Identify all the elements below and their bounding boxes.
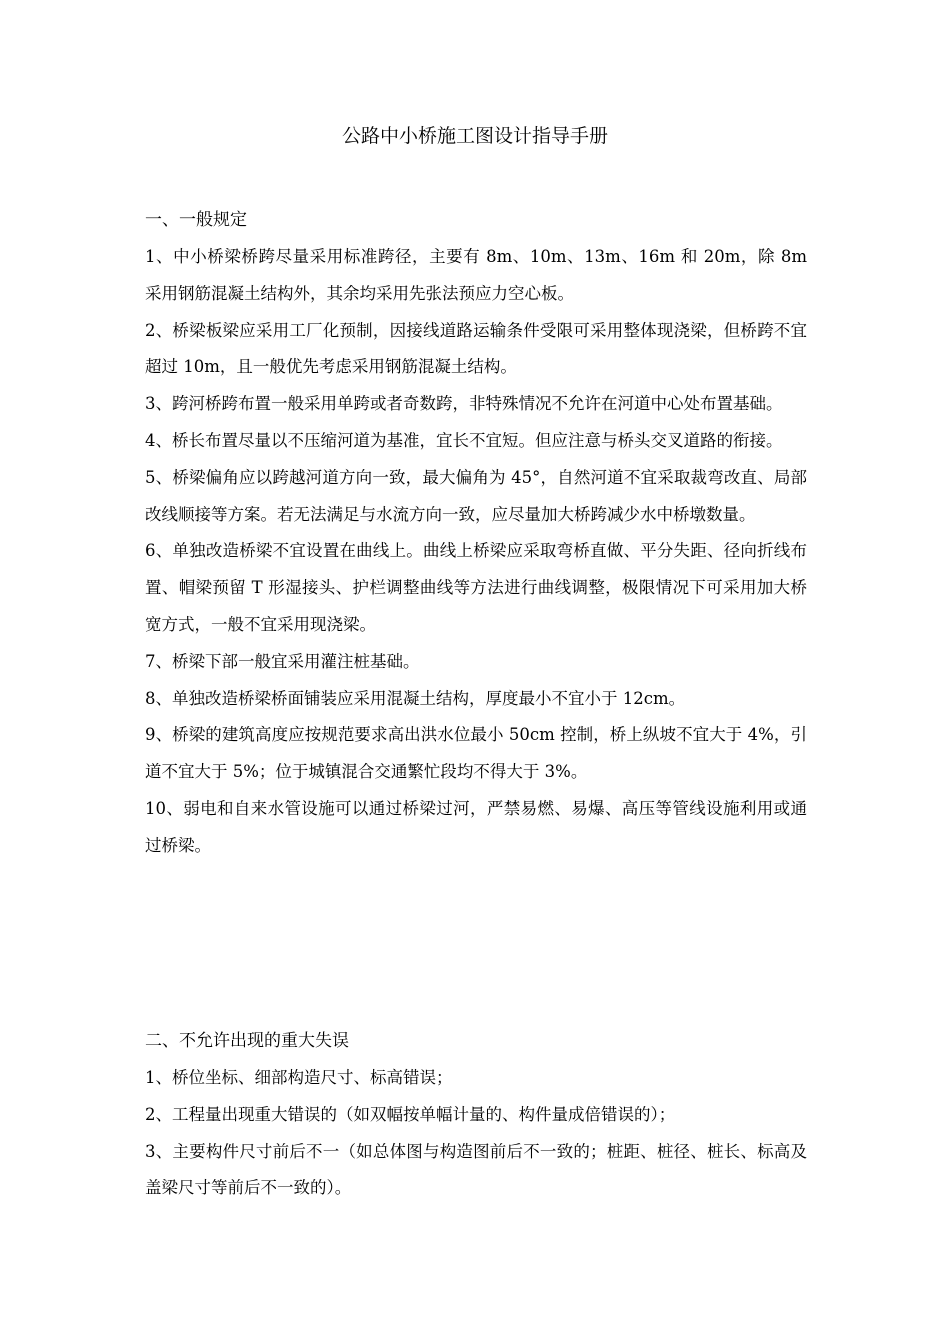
section-heading-general-rules: 一、一般规定 (145, 210, 247, 230)
paragraph-error-3: 3、主要构件尺寸前后不一（如总体图与构造图前后不一致的；桩距、桩径、桩长、标高及盖梁尺寸等前后不一致的）。 (145, 1141, 807, 1198)
paragraph-rule-8: 8、单独改造桥梁桥面铺装应采用混凝土结构，厚度最小不宜小于 12cm。 (145, 688, 686, 708)
paragraph-rule-5: 5、桥梁偏角应以跨越河道方向一致，最大偏角为 45°，自然河道不宜采取裁弯改直、局部改线顺接等方案。若无法满足与水流方向一致，应尽量加大桥跨减少水中桥墩数量。 (145, 467, 807, 524)
paragraph-rule-9: 9、桥梁的建筑高度应按规范要求高出洪水位最小 50cm 控制，桥上纵坡不宜大于 4%，引道不宜大于 5%；位于城镇混合交通繁忙段均不得大于 3%。 (145, 725, 807, 782)
paragraph-error-1: 1、桥位坐标、细部构造尺寸、标高错误； (145, 1068, 453, 1087)
paragraph-rule-2: 2、桥梁板梁应采用工厂化预制，因接线道路运输条件受限可采用整体现浇梁，但桥跨不宜超过 10m，且一般优先考虑采用钢筋混凝土结构。 (145, 320, 807, 377)
section-body-major-errors (145, 1060, 807, 1207)
paragraph-rule-6: 6、单独改造桥梁不宜设置在曲线上。曲线上桥梁应采取弯桥直做、平分失距、径向折线布置、帽梁预留 T 形湿接头、护栏调整曲线等方法进行曲线调整，极限情况下可采用加大桥宽方式，一般不宜采用现浇梁。 (145, 541, 807, 634)
paragraph-rule-1: 1、中小桥梁桥跨尽量采用标准跨径，主要有 8m、10m、13m、16m 和 20m，除 8m 采用钢筋混凝土结构外，其余均采用先张法预应力空心板。 (145, 247, 807, 303)
paragraph-rule-10: 10、弱电和自来水管设施可以通过桥梁过河，严禁易燃、易爆、高压等管线设施利用或通过桥梁。 (145, 798, 807, 855)
document-title: 公路中小桥施工图设计指导手册 (341, 125, 608, 147)
section-body-general-rules (145, 239, 807, 865)
paragraph-error-2: 2、工程量出现重大错误的（如双幅按单幅计量的、构件量成倍错误的）； (145, 1104, 676, 1124)
paragraph-rule-7: 7、桥梁下部一般宜采用灌注桩基础。 (145, 651, 420, 671)
section-heading-major-errors: 二、不允许出现的重大失误 (145, 1031, 349, 1051)
paragraph-rule-3: 3、跨河桥跨布置一般采用单跨或者奇数跨，非特殊情况不允许在河道中心处布置基础。 (145, 394, 783, 414)
paragraph-rule-4: 4、桥长布置尽量以不压缩河道为基准，宜长不宜短。但应注意与桥头交叉道路的衔接。 (145, 430, 783, 450)
